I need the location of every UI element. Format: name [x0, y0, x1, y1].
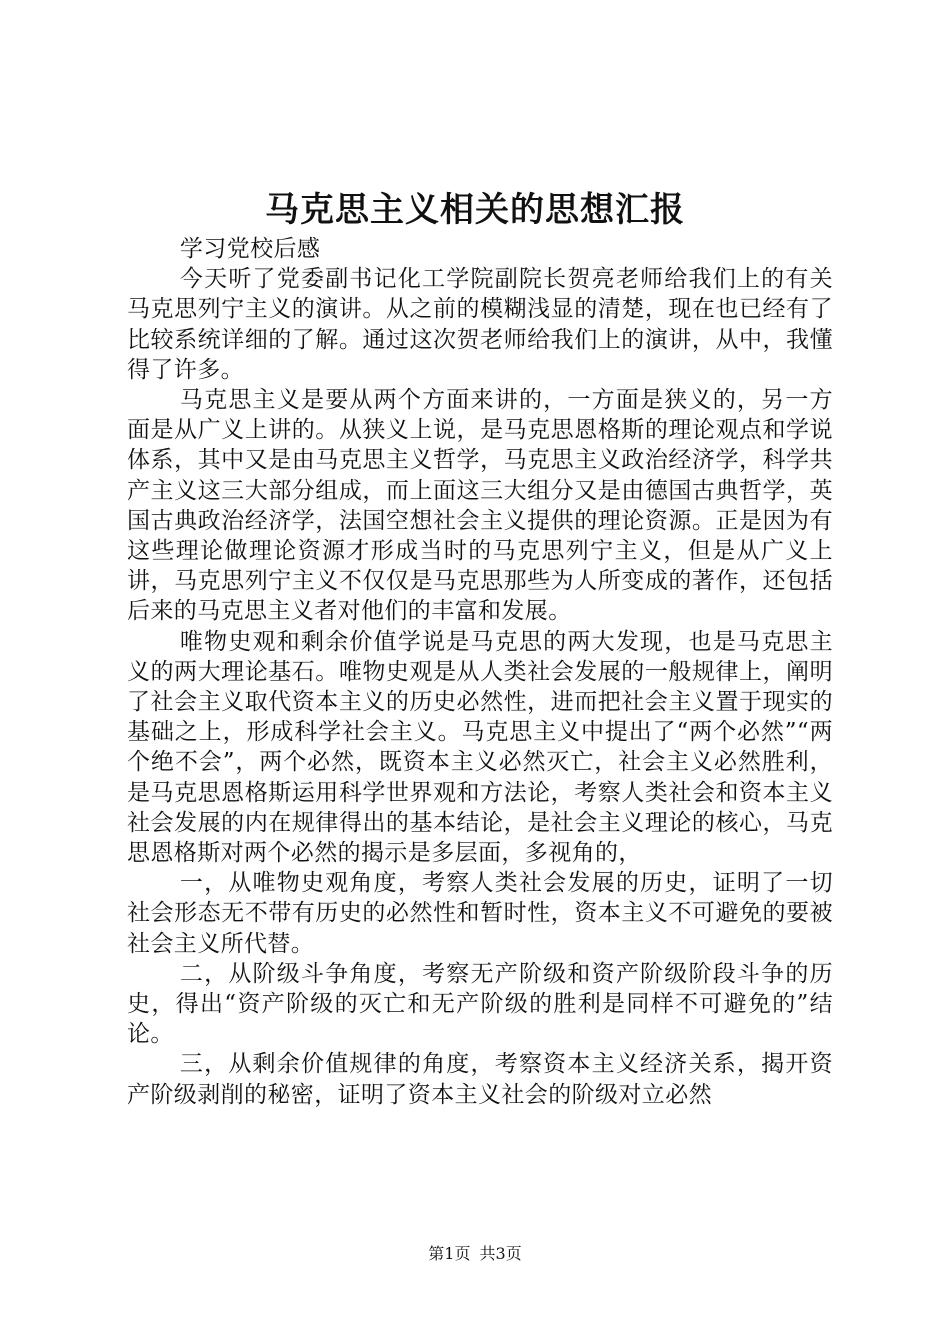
paragraph-point-one: 一，从唯物史观角度，考察人类社会发展的历史，证明了一切社会形态无不带有历史的必然性和暂时性，资本主义不可避免的要被社会主义所代替。: [127, 870, 833, 957]
page-number: 第1页: [428, 1244, 471, 1263]
document-body: [127, 234, 833, 1110]
document-title: 马克思主义相关的思想汇报: [265, 190, 685, 230]
paragraph-subtitle: 学习党校后感: [179, 236, 321, 262]
paragraph-intro: 今天听了党委副书记化工学院副院长贺亮老师给我们上的有关马克思列宁主义的演讲。从之前的模糊浅显的清楚，现在也已经有了比较系统详细的了解。通过这次贺老师给我们上的演讲，从中，我懂得了许多。: [127, 266, 833, 383]
paragraph-point-two: 二，从阶级斗争角度，考察无产阶级和资产阶级阶段斗争的历史，得出“资产阶级的灭亡和无产阶级的胜利是同样不可避免的”结论。: [127, 960, 833, 1048]
page-footer: [0, 1243, 950, 1265]
paragraph-point-three: 三，从剩余价值规律的角度，考察资本主义经济关系，揭开资产阶级剥削的秘密，证明了资本主义社会的阶级对立必然: [127, 1051, 833, 1108]
paragraph-marxism-scope: 马克思主义是要从两个方面来讲的，一方面是狭义的，另一方面是从广义上讲的。从狭义上说，是马克思恩格斯的理论观点和学说体系，其中又是由马克思主义哲学，马克思主义政治经济学，科学共产主义这三大部分组成，而上面这三大组分又是由德国古典哲学，英国古典政治经济学，法国空想社会主义提供的理论资源。正是因为有这些理论做理论资源才形成当时的马克思列宁主义，但是从广义上讲，马克思列宁主义不仅仅是马克思那些为人所变成的著作，还包括后来的马克思主义者对他们的丰富和发展。: [127, 387, 833, 625]
page-total: 共3页: [479, 1244, 522, 1263]
paragraph-historical-materialism: 唯物史观和剩余价值学说是马克思的两大发现，也是马克思主义的两大理论基石。唯物史观是从人类社会发展的一般规律上，阐明了社会主义取代资本主义的历史必然性，进而把社会主义置于现实的基础之上，形成科学社会主义。马克思主义中提出了“两个必然”“两个绝不会”，两个必然，既资本主义必然灭亡，社会主义必然胜利，是马克思恩格斯运用科学世界观和方法论，考察人类社会和资本主义社会发展的内在规律得出的基本结论，是社会主义理论的核心，马克思恩格斯对两个必然的揭示是多层面，多视角的，: [127, 628, 833, 867]
